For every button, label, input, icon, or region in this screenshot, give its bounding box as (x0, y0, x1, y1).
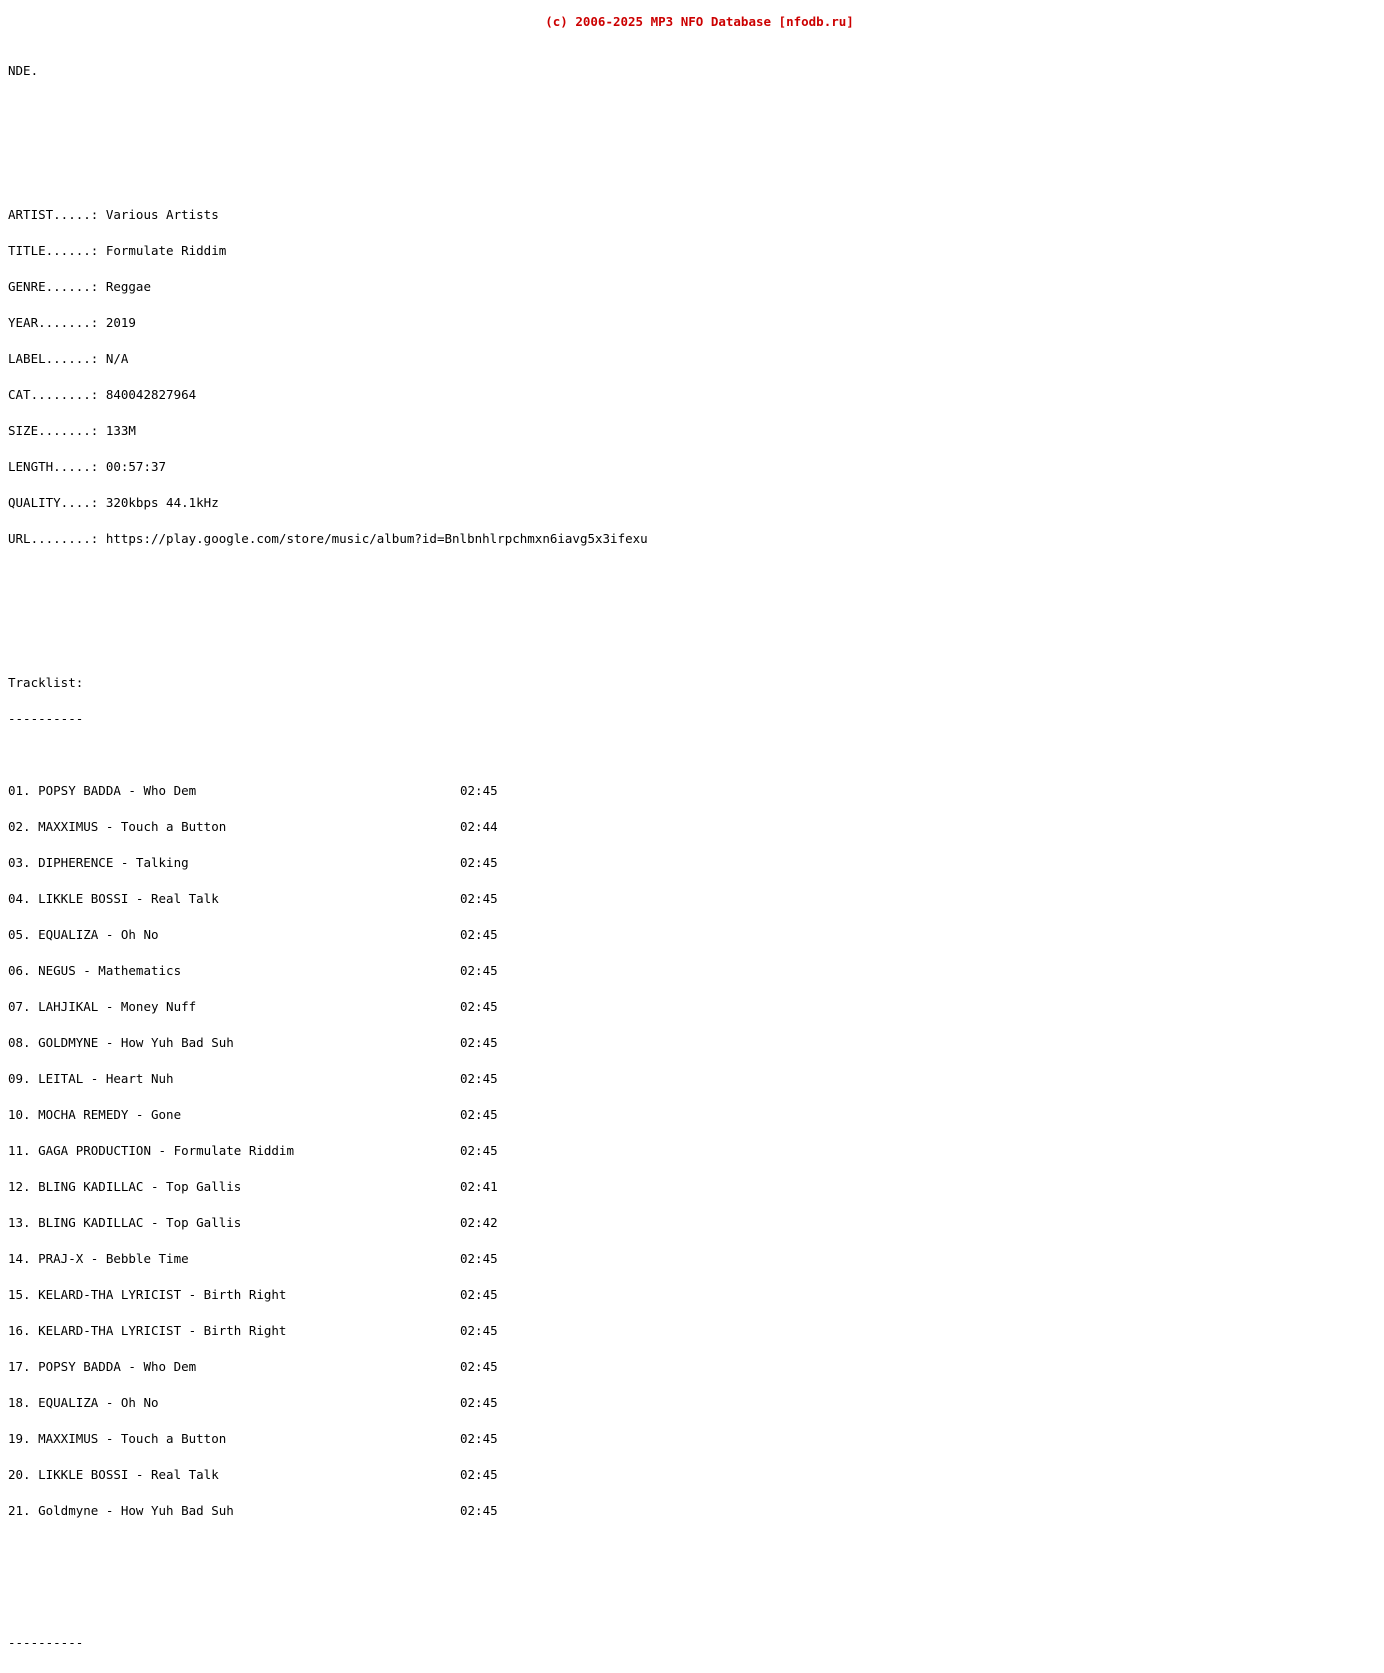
info-line-genre: GENRE......: Reggae (8, 279, 151, 294)
track-time: 02:45 (460, 1431, 498, 1446)
tracklist-divider-top: ---------- (8, 711, 84, 726)
track-row (8, 1289, 1384, 1301)
track-row (8, 857, 1384, 869)
track-title: 11. GAGA PRODUCTION - Formulate Riddim (8, 1143, 294, 1158)
nfo-document (0, 29, 1384, 1673)
info-line-url: URL........: https://play.google.com/store/music/album?id=Bnlbnhlrpchmxn6iavg5x3ifexu (8, 531, 648, 546)
info-line-length: LENGTH.....: 00:57:37 (8, 459, 167, 474)
track-time: 02:45 (460, 1503, 498, 1518)
track-row (8, 1505, 1384, 1517)
track-time: 02:42 (460, 1215, 498, 1230)
track-row (8, 1181, 1384, 1193)
track-title: 14. PRAJ-X - Bebble Time (8, 1251, 189, 1266)
track-title: 06. NEGUS - Mathematics (8, 963, 182, 978)
track-row (8, 1217, 1384, 1229)
tracklist (8, 761, 1384, 1541)
track-title: 09. LEITAL - Heart Nuh (8, 1071, 174, 1086)
info-line-cat: CAT........: 840042827964 (8, 387, 197, 402)
track-title: 19. MAXXIMUS - Touch a Button (8, 1431, 227, 1446)
track-row (8, 965, 1384, 977)
track-time: 02:45 (460, 891, 498, 906)
top-fragment-line: NDE. (8, 63, 39, 78)
track-time: 02:45 (460, 927, 498, 942)
track-row (8, 1253, 1384, 1265)
track-time: 02:45 (460, 1071, 498, 1086)
track-title: 20. LIKKLE BOSSI - Real Talk (8, 1467, 219, 1482)
info-line-year: YEAR.......: 2019 (8, 315, 136, 330)
track-title: 12. BLING KADILLAC - Top Gallis (8, 1179, 242, 1194)
track-row (8, 929, 1384, 941)
track-row (8, 785, 1384, 797)
track-title: 02. MAXXIMUS - Touch a Button (8, 819, 227, 834)
track-time: 02:45 (460, 855, 498, 870)
tracklist-divider-bottom: ---------- (8, 1635, 84, 1650)
track-title: 13. BLING KADILLAC - Top Gallis (8, 1215, 242, 1230)
info-line-quality: QUALITY....: 320kbps 44.1kHz (8, 495, 219, 510)
track-time: 02:45 (460, 1143, 498, 1158)
info-line-title: TITLE......: Formulate Riddim (8, 243, 227, 258)
track-row (8, 1397, 1384, 1409)
track-time: 02:44 (460, 819, 498, 834)
track-row (8, 1037, 1384, 1049)
tracklist-heading: Tracklist: (8, 675, 84, 690)
track-row (8, 821, 1384, 833)
track-time: 02:45 (460, 963, 498, 978)
track-row (8, 1433, 1384, 1445)
track-row (8, 1361, 1384, 1373)
track-title: 21. Goldmyne - How Yuh Bad Suh (8, 1503, 234, 1518)
track-title: 08. GOLDMYNE - How Yuh Bad Suh (8, 1035, 234, 1050)
info-line-artist: ARTIST.....: Various Artists (8, 207, 219, 222)
track-row (8, 1325, 1384, 1337)
track-time: 02:41 (460, 1179, 498, 1194)
track-row (8, 1073, 1384, 1085)
info-block (8, 185, 1384, 569)
track-title: 04. LIKKLE BOSSI - Real Talk (8, 891, 219, 906)
track-time: 02:45 (460, 1107, 498, 1122)
track-time: 02:45 (460, 1467, 498, 1482)
track-time: 02:45 (460, 1323, 498, 1338)
track-title: 18. EQUALIZA - Oh No (8, 1395, 159, 1410)
track-title: 10. MOCHA REMEDY - Gone (8, 1107, 182, 1122)
track-title: 15. KELARD-THA LYRICIST - Birth Right (8, 1287, 287, 1302)
copyright-text: (c) 2006-2025 MP3 NFO Database [nfodb.ru] (545, 14, 854, 29)
track-title: 17. POPSY BADDA - Who Dem (8, 1359, 197, 1374)
track-time: 02:45 (460, 1395, 498, 1410)
track-title: 03. DIPHERENCE - Talking (8, 855, 189, 870)
track-row (8, 1145, 1384, 1157)
track-title: 01. POPSY BADDA - Who Dem (8, 783, 197, 798)
track-title: 07. LAHJIKAL - Money Nuff (8, 999, 197, 1014)
info-line-size: SIZE.......: 133M (8, 423, 136, 438)
spacer-below-tracklist (8, 1577, 1384, 1601)
spacer-above-info (8, 113, 1384, 149)
track-time: 02:45 (460, 999, 498, 1014)
track-title: 05. EQUALIZA - Oh No (8, 927, 159, 942)
track-time: 02:45 (460, 783, 498, 798)
track-row (8, 893, 1384, 905)
nfodb-copyright-banner (0, 0, 1384, 29)
info-line-label: LABEL......: N/A (8, 351, 129, 366)
track-title: 16. KELARD-THA LYRICIST - Birth Right (8, 1323, 287, 1338)
track-row (8, 1469, 1384, 1481)
track-time: 02:45 (460, 1359, 498, 1374)
track-time: 02:45 (460, 1035, 498, 1050)
spacer-above-tracklist (8, 605, 1384, 641)
track-row (8, 1001, 1384, 1013)
track-time: 02:45 (460, 1251, 498, 1266)
track-time: 02:45 (460, 1287, 498, 1302)
track-row (8, 1109, 1384, 1121)
